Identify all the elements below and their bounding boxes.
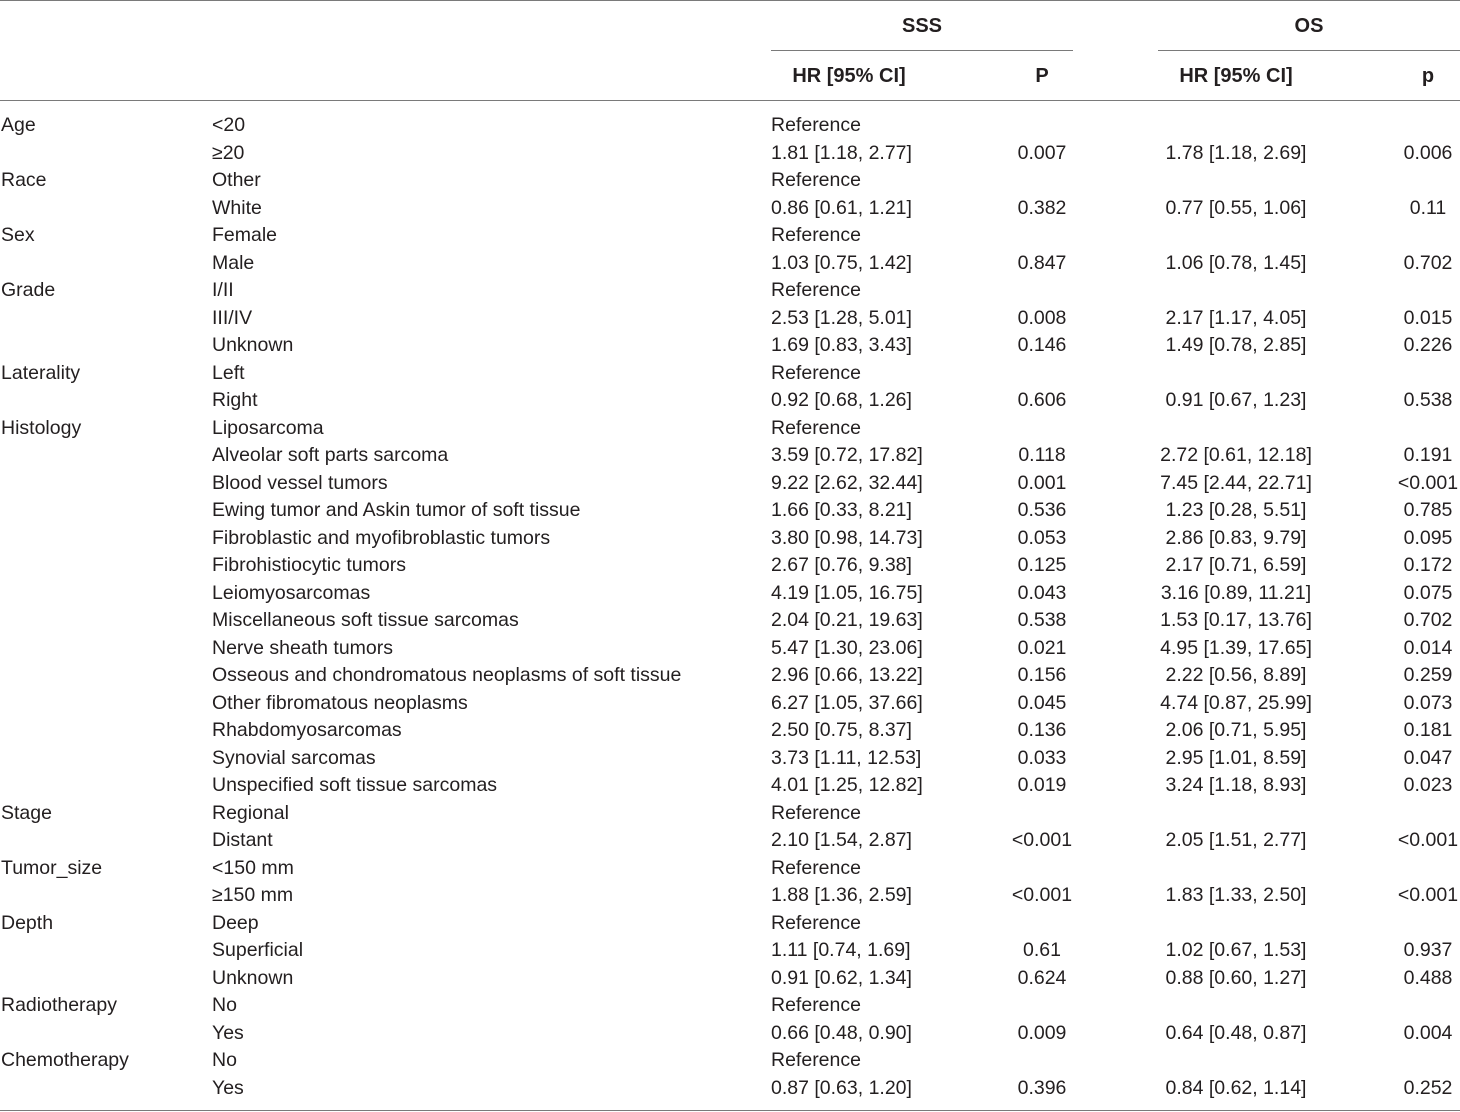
os-p-cell: 0.006 <box>1403 141 1453 164</box>
table-row <box>0 937 1460 965</box>
os-hr-cell: 4.74 [0.87, 25.99] <box>1160 691 1312 714</box>
variable-cell: Laterality <box>1 361 81 384</box>
table-row <box>0 415 1460 443</box>
sss-hr-cell: 9.22 [2.62, 32.44] <box>771 471 923 494</box>
os-p-cell: 0.172 <box>1403 554 1453 576</box>
level-cell: Osseous and chondromatous neoplasms of soft tissue <box>212 664 682 686</box>
sss-hr-cell: 1.81 [1.18, 2.77] <box>771 141 912 164</box>
os-p-cell: <0.001 <box>1397 829 1459 851</box>
table-row <box>0 1047 1460 1075</box>
os-hr-cell: 4.95 [1.39, 17.65] <box>1160 636 1312 659</box>
os-hr-cell: 1.49 [0.78, 2.85] <box>1165 334 1307 356</box>
os-p-cell: <0.001 <box>1397 471 1459 494</box>
variable-cell: Stage <box>1 801 52 824</box>
level-cell: Male <box>212 251 255 274</box>
table-row <box>0 167 1460 195</box>
level-cell: Other fibromatous neoplasms <box>212 691 468 714</box>
sss-p-header: P <box>1035 65 1049 87</box>
level-cell: <20 <box>212 114 246 136</box>
os-group-rule <box>1158 50 1460 51</box>
variable-cell: Sex <box>1 224 35 246</box>
level-cell: Rhabdomyosarcomas <box>212 719 402 741</box>
sss-hr-cell: 2.67 [0.76, 9.38] <box>771 554 912 576</box>
os-p-cell: 0.015 <box>1403 306 1453 329</box>
sss-hr-cell: Reference <box>771 416 861 439</box>
sss-p-cell: 0.008 <box>1017 306 1067 329</box>
os-p-cell: <0.001 <box>1397 884 1459 906</box>
level-cell: Nerve sheath tumors <box>212 636 393 659</box>
top-rule <box>0 0 1460 1</box>
os-p-cell: 0.095 <box>1403 526 1453 549</box>
level-cell: Fibrohistiocytic tumors <box>212 554 406 576</box>
variable-cell: Histology <box>1 416 82 439</box>
sss-hr-cell: Reference <box>771 224 861 246</box>
level-cell: Synovial sarcomas <box>212 746 376 769</box>
os-hr-cell: 2.95 [1.01, 8.59] <box>1165 746 1307 769</box>
sss-hr-cell: 2.53 [1.28, 5.01] <box>771 306 912 329</box>
variable-cell: Radiotherapy <box>1 994 117 1016</box>
table-row <box>0 222 1460 250</box>
sss-hr-cell: Reference <box>771 114 861 136</box>
level-cell: Superficial <box>212 939 304 961</box>
os-p-cell: 0.226 <box>1403 334 1453 356</box>
os-p-cell: 0.488 <box>1403 966 1453 989</box>
table-row <box>0 112 1460 140</box>
os-p-cell: 0.181 <box>1403 719 1453 741</box>
sss-hr-cell: 0.66 [0.48, 0.90] <box>771 1021 912 1044</box>
sss-hr-cell: 6.27 [1.05, 37.66] <box>771 691 923 714</box>
level-cell: Ewing tumor and Askin tumor of soft tissue <box>212 499 581 521</box>
os-hr-cell: 1.06 [0.78, 1.45] <box>1165 251 1307 274</box>
variable-cell: Race <box>1 169 47 191</box>
os-hr-cell: 1.53 [0.17, 13.76] <box>1160 609 1312 631</box>
table-row <box>0 772 1460 800</box>
sss-p-cell: 0.136 <box>1017 719 1067 741</box>
table-row <box>0 1020 1460 1048</box>
sss-p-cell: 0.146 <box>1017 334 1067 356</box>
table-row <box>0 882 1460 910</box>
os-hr-cell: 3.24 [1.18, 8.93] <box>1165 774 1307 796</box>
table-row <box>0 525 1460 553</box>
sss-hr-cell: 2.04 [0.21, 19.63] <box>771 609 923 631</box>
sss-hr-cell: 4.01 [1.25, 12.82] <box>771 774 923 796</box>
os-hr-cell: 2.17 [0.71, 6.59] <box>1165 554 1307 576</box>
os-p-cell: 0.004 <box>1403 1021 1453 1044</box>
sss-p-cell: 0.033 <box>1017 746 1067 769</box>
table-row <box>0 552 1460 580</box>
sss-hr-cell: 0.87 [0.63, 1.20] <box>771 1076 912 1099</box>
os-hr-cell: 2.05 [1.51, 2.77] <box>1165 829 1307 851</box>
variable-cell: Grade <box>1 279 56 301</box>
level-cell: Distant <box>212 829 273 851</box>
table-row <box>0 250 1460 278</box>
level-cell: Female <box>212 224 278 246</box>
table-row <box>0 580 1460 608</box>
table-row <box>0 442 1460 470</box>
sss-hr-cell: 2.10 [1.54, 2.87] <box>771 829 912 851</box>
os-p-cell: 0.259 <box>1403 664 1453 686</box>
os-hr-cell: 2.86 [0.83, 9.79] <box>1165 526 1307 549</box>
os-group-header: OS <box>1294 15 1324 37</box>
os-p-cell: 0.538 <box>1403 389 1453 411</box>
os-hr-cell: 1.78 [1.18, 2.69] <box>1165 141 1307 164</box>
sss-hr-cell: 0.91 [0.62, 1.34] <box>771 966 912 989</box>
level-cell: Left <box>212 361 245 384</box>
os-hr-cell: 1.83 [1.33, 2.50] <box>1165 884 1307 906</box>
os-hr-cell: 0.91 [0.67, 1.23] <box>1165 389 1307 411</box>
os-hr-cell: 0.77 [0.55, 1.06] <box>1165 196 1307 219</box>
level-cell: Leiomyosarcomas <box>212 581 371 604</box>
table-row <box>0 635 1460 663</box>
os-hr-cell: 0.84 [0.62, 1.14] <box>1165 1076 1307 1099</box>
os-p-cell: 0.075 <box>1403 581 1453 604</box>
bottom-rule <box>0 1110 1460 1111</box>
os-p-cell: 0.702 <box>1403 251 1453 274</box>
level-cell: No <box>212 994 237 1016</box>
sss-p-cell: 0.624 <box>1017 966 1067 989</box>
level-cell: Liposarcoma <box>212 416 324 439</box>
sss-hr-cell: 2.96 [0.66, 13.22] <box>771 664 923 686</box>
os-p-cell: 0.252 <box>1403 1076 1453 1099</box>
sss-hr-cell: Reference <box>771 911 861 934</box>
table-row <box>0 800 1460 828</box>
sss-p-cell: 0.053 <box>1017 526 1067 549</box>
os-hr-cell: 2.06 [0.71, 5.95] <box>1165 719 1307 741</box>
sss-p-cell: 0.007 <box>1017 141 1067 164</box>
os-p-header: p <box>1421 65 1435 87</box>
table-row <box>0 360 1460 388</box>
level-cell: Miscellaneous soft tissue sarcomas <box>212 609 519 631</box>
os-hr-cell: 2.72 [0.61, 12.18] <box>1160 444 1312 466</box>
sss-hr-cell: 4.19 [1.05, 16.75] <box>771 581 923 604</box>
sss-p-cell: <0.001 <box>1011 884 1073 906</box>
variable-cell: Depth <box>1 911 54 934</box>
sss-hr-cell: 3.73 [1.11, 12.53] <box>771 746 922 769</box>
sss-hr-cell: Reference <box>771 1049 861 1071</box>
os-p-cell: 0.023 <box>1403 774 1453 796</box>
table-row <box>0 992 1460 1020</box>
sss-hr-cell: 1.88 [1.36, 2.59] <box>771 884 912 906</box>
sss-p-cell: 0.009 <box>1017 1021 1067 1044</box>
table-row <box>0 470 1460 498</box>
table-row <box>0 662 1460 690</box>
sss-group-rule <box>771 50 1073 51</box>
table-row <box>0 277 1460 305</box>
sss-hr-header: HR [95% CI] <box>792 65 906 87</box>
sss-p-cell: 0.396 <box>1017 1076 1067 1099</box>
os-hr-cell: 3.16 [0.89, 11.21] <box>1160 581 1312 604</box>
table-body <box>0 112 1460 1102</box>
os-hr-cell: 1.02 [0.67, 1.53] <box>1165 939 1307 961</box>
table-row <box>0 1075 1460 1103</box>
os-hr-cell: 2.17 [1.17, 4.05] <box>1165 306 1307 329</box>
os-p-cell: 0.047 <box>1403 746 1453 769</box>
level-cell: <150 mm <box>212 856 294 879</box>
table-row <box>0 195 1460 223</box>
sss-p-cell: 0.536 <box>1017 499 1067 521</box>
level-cell: III/IV <box>212 306 253 329</box>
table-row <box>0 607 1460 635</box>
sss-hr-cell: 3.59 [0.72, 17.82] <box>771 444 923 466</box>
os-p-cell: 0.785 <box>1403 499 1453 521</box>
os-p-cell: 0.191 <box>1403 444 1453 466</box>
table-row <box>0 717 1460 745</box>
os-hr-cell: 7.45 [2.44, 22.71] <box>1160 471 1312 494</box>
os-p-cell: 0.014 <box>1403 636 1453 659</box>
sss-hr-cell: 1.03 [0.75, 1.42] <box>771 251 912 274</box>
variable-cell: Chemotherapy <box>1 1049 129 1071</box>
sss-p-cell: 0.61 <box>1023 939 1061 961</box>
sss-p-cell: 0.021 <box>1017 636 1067 659</box>
level-cell: Unspecified soft tissue sarcomas <box>212 774 498 796</box>
table-row <box>0 910 1460 938</box>
table-row <box>0 690 1460 718</box>
table-row <box>0 497 1460 525</box>
level-cell: Yes <box>212 1021 244 1044</box>
level-cell: Regional <box>212 801 289 824</box>
sss-p-cell: 0.045 <box>1017 691 1067 714</box>
level-cell: ≥20 <box>212 141 245 164</box>
sss-p-cell: 0.118 <box>1018 444 1066 466</box>
level-cell: Other <box>212 169 261 191</box>
table-row <box>0 140 1460 168</box>
sss-p-cell: 0.043 <box>1017 581 1067 604</box>
sss-hr-cell: 1.11 [0.74, 1.69] <box>771 939 911 961</box>
header-rule <box>0 100 1460 101</box>
variable-cell: Age <box>1 114 36 136</box>
table-row <box>0 305 1460 333</box>
table-row <box>0 387 1460 415</box>
sss-p-cell: 0.538 <box>1017 609 1067 631</box>
os-hr-header: HR [95% CI] <box>1179 65 1293 87</box>
os-p-cell: 0.11 <box>1409 196 1447 219</box>
sss-hr-cell: 2.50 [0.75, 8.37] <box>771 719 912 741</box>
level-cell: Yes <box>212 1076 244 1099</box>
sss-p-cell: 0.606 <box>1017 389 1067 411</box>
os-hr-cell: 1.23 [0.28, 5.51] <box>1165 499 1307 521</box>
sss-hr-cell: 1.69 [0.83, 3.43] <box>771 334 912 356</box>
sss-hr-cell: 1.66 [0.33, 8.21] <box>771 499 912 521</box>
sss-p-cell: <0.001 <box>1011 829 1073 851</box>
sss-hr-cell: 0.86 [0.61, 1.21] <box>771 196 912 219</box>
os-p-cell: 0.073 <box>1403 691 1453 714</box>
os-p-cell: 0.937 <box>1403 939 1453 961</box>
sss-group-header: SSS <box>901 15 943 37</box>
level-cell: No <box>212 1049 237 1071</box>
level-cell: Unknown <box>212 966 294 989</box>
level-cell: Unknown <box>212 334 294 356</box>
sss-p-cell: 0.156 <box>1017 664 1067 686</box>
level-cell: Deep <box>212 911 259 934</box>
os-p-cell: 0.702 <box>1403 609 1453 631</box>
os-hr-cell: 0.64 [0.48, 0.87] <box>1165 1021 1307 1044</box>
variable-cell: Tumor_size <box>1 856 103 879</box>
sss-hr-cell: 0.92 [0.68, 1.26] <box>771 389 912 411</box>
level-cell: I/II <box>212 279 234 301</box>
sss-p-cell: 0.382 <box>1017 196 1067 219</box>
level-cell: ≥150 mm <box>212 884 294 906</box>
level-cell: Fibroblastic and myofibroblastic tumors <box>212 526 551 549</box>
sss-hr-cell: Reference <box>771 801 861 824</box>
sss-hr-cell: Reference <box>771 856 861 879</box>
sss-hr-cell: Reference <box>771 279 861 301</box>
level-cell: Alveolar soft parts sarcoma <box>212 444 449 466</box>
sss-p-cell: 0.847 <box>1017 251 1067 274</box>
table-row <box>0 827 1460 855</box>
level-cell: Blood vessel tumors <box>212 471 388 494</box>
os-hr-cell: 2.22 [0.56, 8.89] <box>1165 664 1307 686</box>
sss-hr-cell: Reference <box>771 169 861 191</box>
sss-p-cell: 0.125 <box>1017 554 1067 576</box>
table-row <box>0 332 1460 360</box>
table-row <box>0 965 1460 993</box>
level-cell: White <box>212 196 262 219</box>
table-row <box>0 855 1460 883</box>
sss-p-cell: 0.019 <box>1017 774 1067 796</box>
sss-hr-cell: Reference <box>771 361 861 384</box>
table-row <box>0 745 1460 773</box>
os-hr-cell: 0.88 [0.60, 1.27] <box>1165 966 1307 989</box>
level-cell: Right <box>212 389 258 411</box>
sss-p-cell: 0.001 <box>1017 471 1067 494</box>
sss-hr-cell: 5.47 [1.30, 23.06] <box>771 636 923 659</box>
sss-hr-cell: Reference <box>771 994 861 1016</box>
sss-hr-cell: 3.80 [0.98, 14.73] <box>771 526 923 549</box>
